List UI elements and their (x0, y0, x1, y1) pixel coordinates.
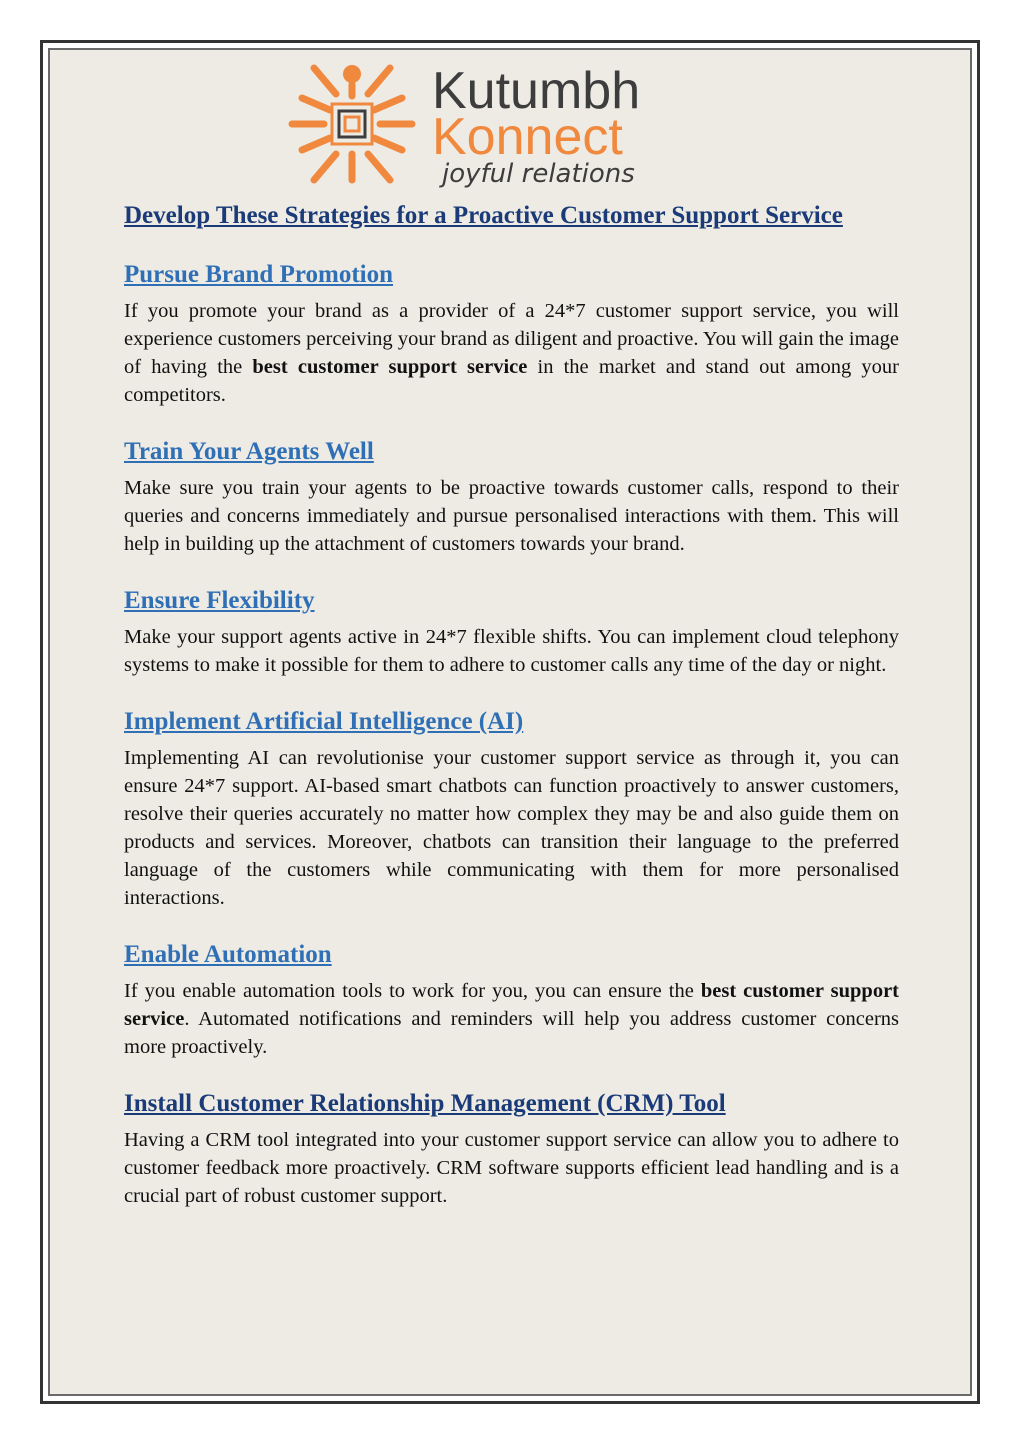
section-train-agents (124, 436, 899, 558)
section-body: If you enable automation tools to work for you, you can ensure the best customer support service. Automated notifications and reminders will help you address customer concerns more proactively. (124, 980, 900, 1058)
logo-name-line1: Kutumbh (432, 62, 641, 120)
section-body: Make your support agents active in 24*7 flexible shifts. You can implement cloud telephony systems to make it possible for them to adhere to customer calls any time of the day or night. (124, 626, 899, 676)
section-brand-promotion (124, 259, 899, 409)
section-flexibility (124, 585, 899, 679)
section-automation (124, 939, 899, 1061)
section-body: If you promote your brand as a provider of a 24*7 customer support service, you will experience customers perceiving your brand as diligent and proactive. You will gain the image of having the best customer support service in the market and stand out among your competitors. (124, 300, 899, 406)
section-body: Having a CRM tool integrated into your customer support service can allow you to adhere to customer feedback more proactively. CRM software supports efficient lead handling and is a crucial part of robust customer support. (124, 1129, 899, 1207)
sun-mark-icon (292, 65, 412, 180)
center-square-icon (332, 104, 372, 144)
logo-name-line2: Konnect (432, 108, 623, 166)
section-crm (124, 1088, 899, 1210)
section-heading: Implement Artificial Intelligence (AI) (124, 708, 524, 735)
bold-phrase: best customer support service (124, 980, 900, 1030)
kutumbh-konnect-logo (282, 58, 752, 188)
section-ai (124, 706, 899, 912)
section-heading: Ensure Flexibility (124, 587, 315, 614)
section-heading: Train Your Agents Well (124, 438, 374, 465)
document-title: Develop These Strategies for a Proactive Customer Support Service (124, 202, 843, 229)
section-body: Make sure you train your agents to be proactive towards customer calls, respond to their queries and concerns immediately and pursue personalised interactions with them. This will help in building up the attachment of customers towards your brand. (124, 477, 899, 555)
section-heading: Install Customer Relationship Management (CRM) Tool (124, 1090, 726, 1117)
section-heading: Pursue Brand Promotion (124, 261, 393, 288)
section-heading: Enable Automation (124, 941, 332, 968)
bold-phrase: best customer support service (252, 356, 528, 378)
logo-tagline: joyful relations (442, 159, 635, 188)
section-body: Implementing AI can revolutionise your customer support service as through it, you can ensure 24*7 support. AI-based smart chatbots can function proactively to answer customers, resolve their queries accurately no matter how complex they may be and also guide them on products and services. Moreover, chatbots can transition their language to the preferred language of the customers while communicating with them for more personalised interactions. (124, 747, 899, 909)
article-content (124, 200, 899, 1210)
